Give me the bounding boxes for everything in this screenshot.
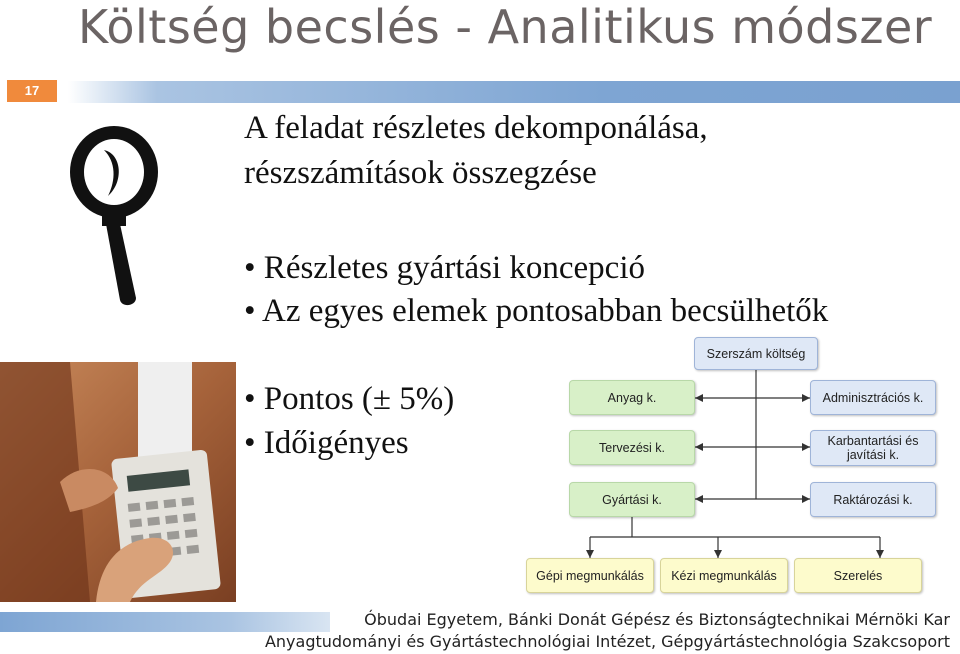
diagram-admin-cost: Adminisztrációs k. bbox=[810, 380, 936, 415]
slide-title: Költség becslés - Analitikus módszer bbox=[78, 0, 933, 54]
slide-number: 17 bbox=[7, 80, 57, 102]
diagram-manual-machining: Kézi megmunkálás bbox=[660, 558, 788, 593]
footer-line-1: Óbudai Egyetem, Bánki Donát Gépész és Biztonságtechnikai Mérnöki Kar bbox=[364, 610, 950, 629]
bullet-concept: • Részletes gyártási koncepció bbox=[244, 250, 645, 286]
intro-line-1: A feladat részletes dekomponálása, bbox=[244, 110, 708, 146]
diagram-assembly: Szerelés bbox=[794, 558, 922, 593]
bullet-accurate: • Pontos (± 5%) bbox=[244, 381, 455, 417]
diagram-root: Szerszám költség bbox=[694, 337, 818, 370]
diagram-machining: Gépi megmunkálás bbox=[526, 558, 654, 593]
bullet-time-consuming: • Időigényes bbox=[244, 425, 409, 461]
diagram-maintenance-cost: Karbantartási és javítási k. bbox=[810, 430, 936, 466]
footer-bar bbox=[0, 612, 330, 632]
intro-line-2: részszámítások összegzése bbox=[244, 155, 597, 191]
diagram-manufacturing-cost: Gyártási k. bbox=[569, 482, 695, 517]
footer-line-2: Anyagtudományi és Gyártástechnológiai Intézet, Gépgyártástechnológia Szakcsoport bbox=[264, 632, 950, 651]
diagram-material-cost: Anyag k. bbox=[569, 380, 695, 415]
diagram-storage-cost: Raktározási k. bbox=[810, 482, 936, 517]
bullet-estimable: • Az egyes elemek pontosabban becsülhetők bbox=[244, 293, 829, 329]
diagram-design-cost: Tervezési k. bbox=[569, 430, 695, 465]
